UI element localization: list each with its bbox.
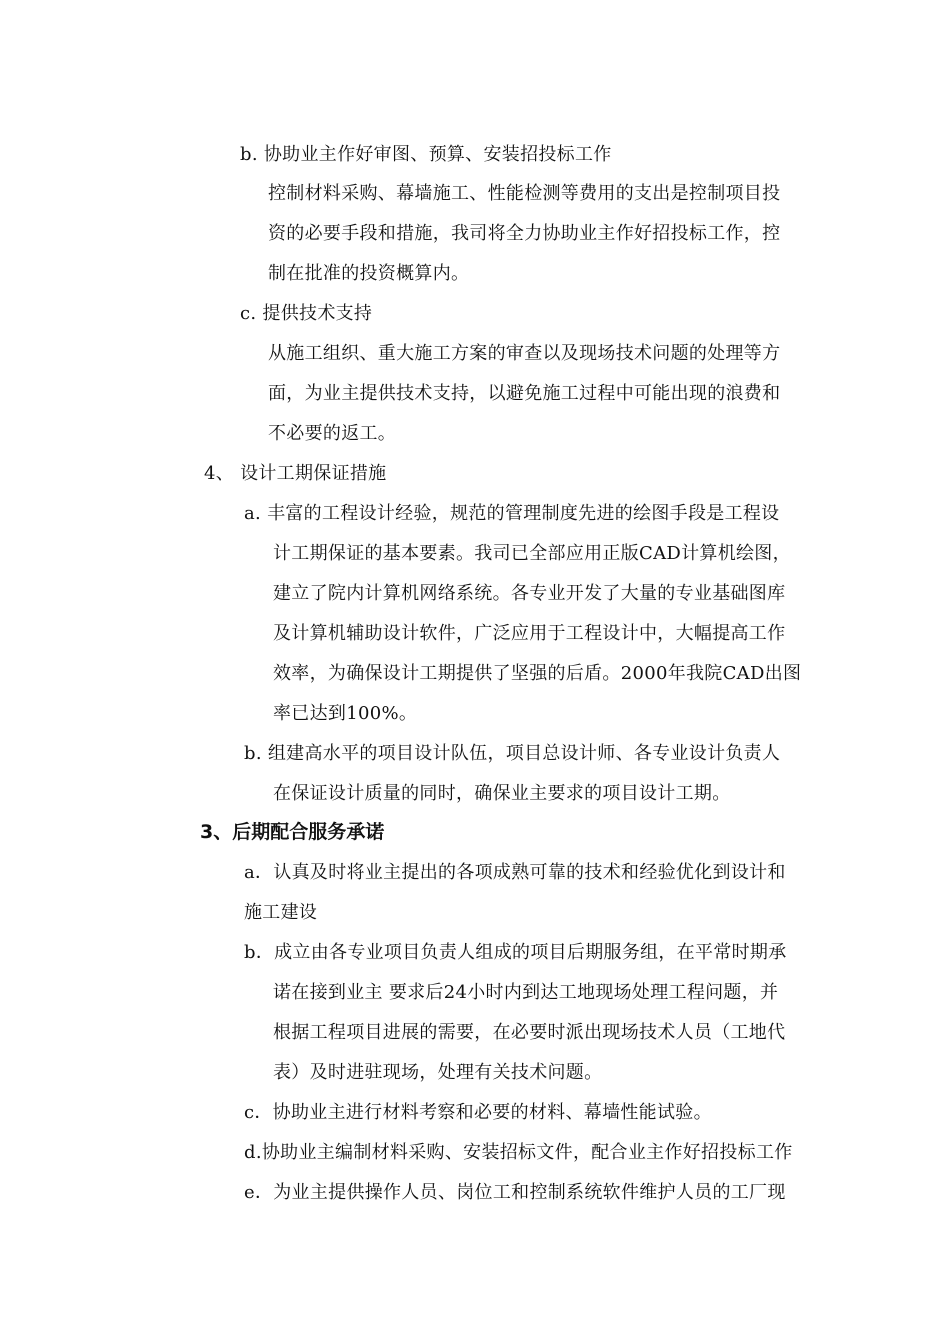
section-4-heading: 4、 设计工期保证措施 xyxy=(204,463,387,484)
paragraph-line: 表）及时进驻现场，处理有关技术问题。 xyxy=(273,1062,603,1083)
paragraph-line: 控制材料采购、幕墙施工、性能检测等费用的支出是控制项目投 xyxy=(268,183,781,204)
paragraph-line: 从施工组织、重大施工方案的审查以及现场技术问题的处理等方 xyxy=(268,343,781,364)
subsection-c-heading: c. 提供技术支持 xyxy=(240,303,373,324)
paragraph-line: 诺在接到业主 要求后24小时内到达工地现场处理工程问题，并 xyxy=(273,982,779,1003)
paragraph-line: 不必要的返工。 xyxy=(268,423,397,444)
paragraph-line: 面，为业主提供技术支持，以避免施工过程中可能出现的浪费和 xyxy=(268,383,781,404)
subsection-b-heading: b. 协助业主作好审图、预算、安装招投标工作 xyxy=(240,144,612,165)
paragraph-line: 施工建设 xyxy=(244,902,318,923)
paragraph-line: 根据工程项目进展的需要，在必要时派出现场技术人员（工地代 xyxy=(273,1022,786,1043)
paragraph-line: 计工期保证的基本要素。我司已全部应用正版CAD计算机绘图， xyxy=(273,543,791,564)
paragraph-line: 制在批准的投资概算内。 xyxy=(268,263,470,284)
list-item-d: d.协助业主编制材料采购、安装招标文件，配合业主作好招投标工作 xyxy=(244,1142,793,1163)
paragraph-line: 及计算机辅助设计软件，广泛应用于工程设计中，大幅提高工作 xyxy=(273,623,786,644)
paragraph-line: 在保证设计质量的同时，确保业主要求的项目设计工期。 xyxy=(273,783,731,804)
list-item-b: b. 组建高水平的项目设计队伍，项目总设计师、各专业设计负责人 xyxy=(244,743,781,764)
list-item-a: a．认真及时将业主提出的各项成熟可靠的技术和经验优化到设计和 xyxy=(244,862,786,883)
list-item-a: a. 丰富的工程设计经验，规范的管理制度先进的绘图手段是工程设 xyxy=(244,503,780,524)
paragraph-line: 效率，为确保设计工期提供了坚强的后盾。2000年我院CAD出图 xyxy=(273,663,802,684)
section-3-heading: 3、后期配合服务承诺 xyxy=(200,821,385,843)
list-item-e: e．为业主提供操作人员、岗位工和控制系统软件维护人员的工厂现 xyxy=(244,1182,786,1203)
list-item-c: c．协助业主进行材料考察和必要的材料、幕墙性能试验。 xyxy=(244,1102,712,1123)
paragraph-line: 资的必要手段和措施，我司将全力协助业主作好招投标工作，控 xyxy=(268,223,781,244)
list-item-b: b．成立由各专业项目负责人组成的项目后期服务组，在平常时期承 xyxy=(244,942,787,963)
paragraph-line: 建立了院内计算机网络系统。各专业开发了大量的专业基础图库 xyxy=(273,583,786,604)
paragraph-line: 率已达到100%。 xyxy=(273,703,418,724)
